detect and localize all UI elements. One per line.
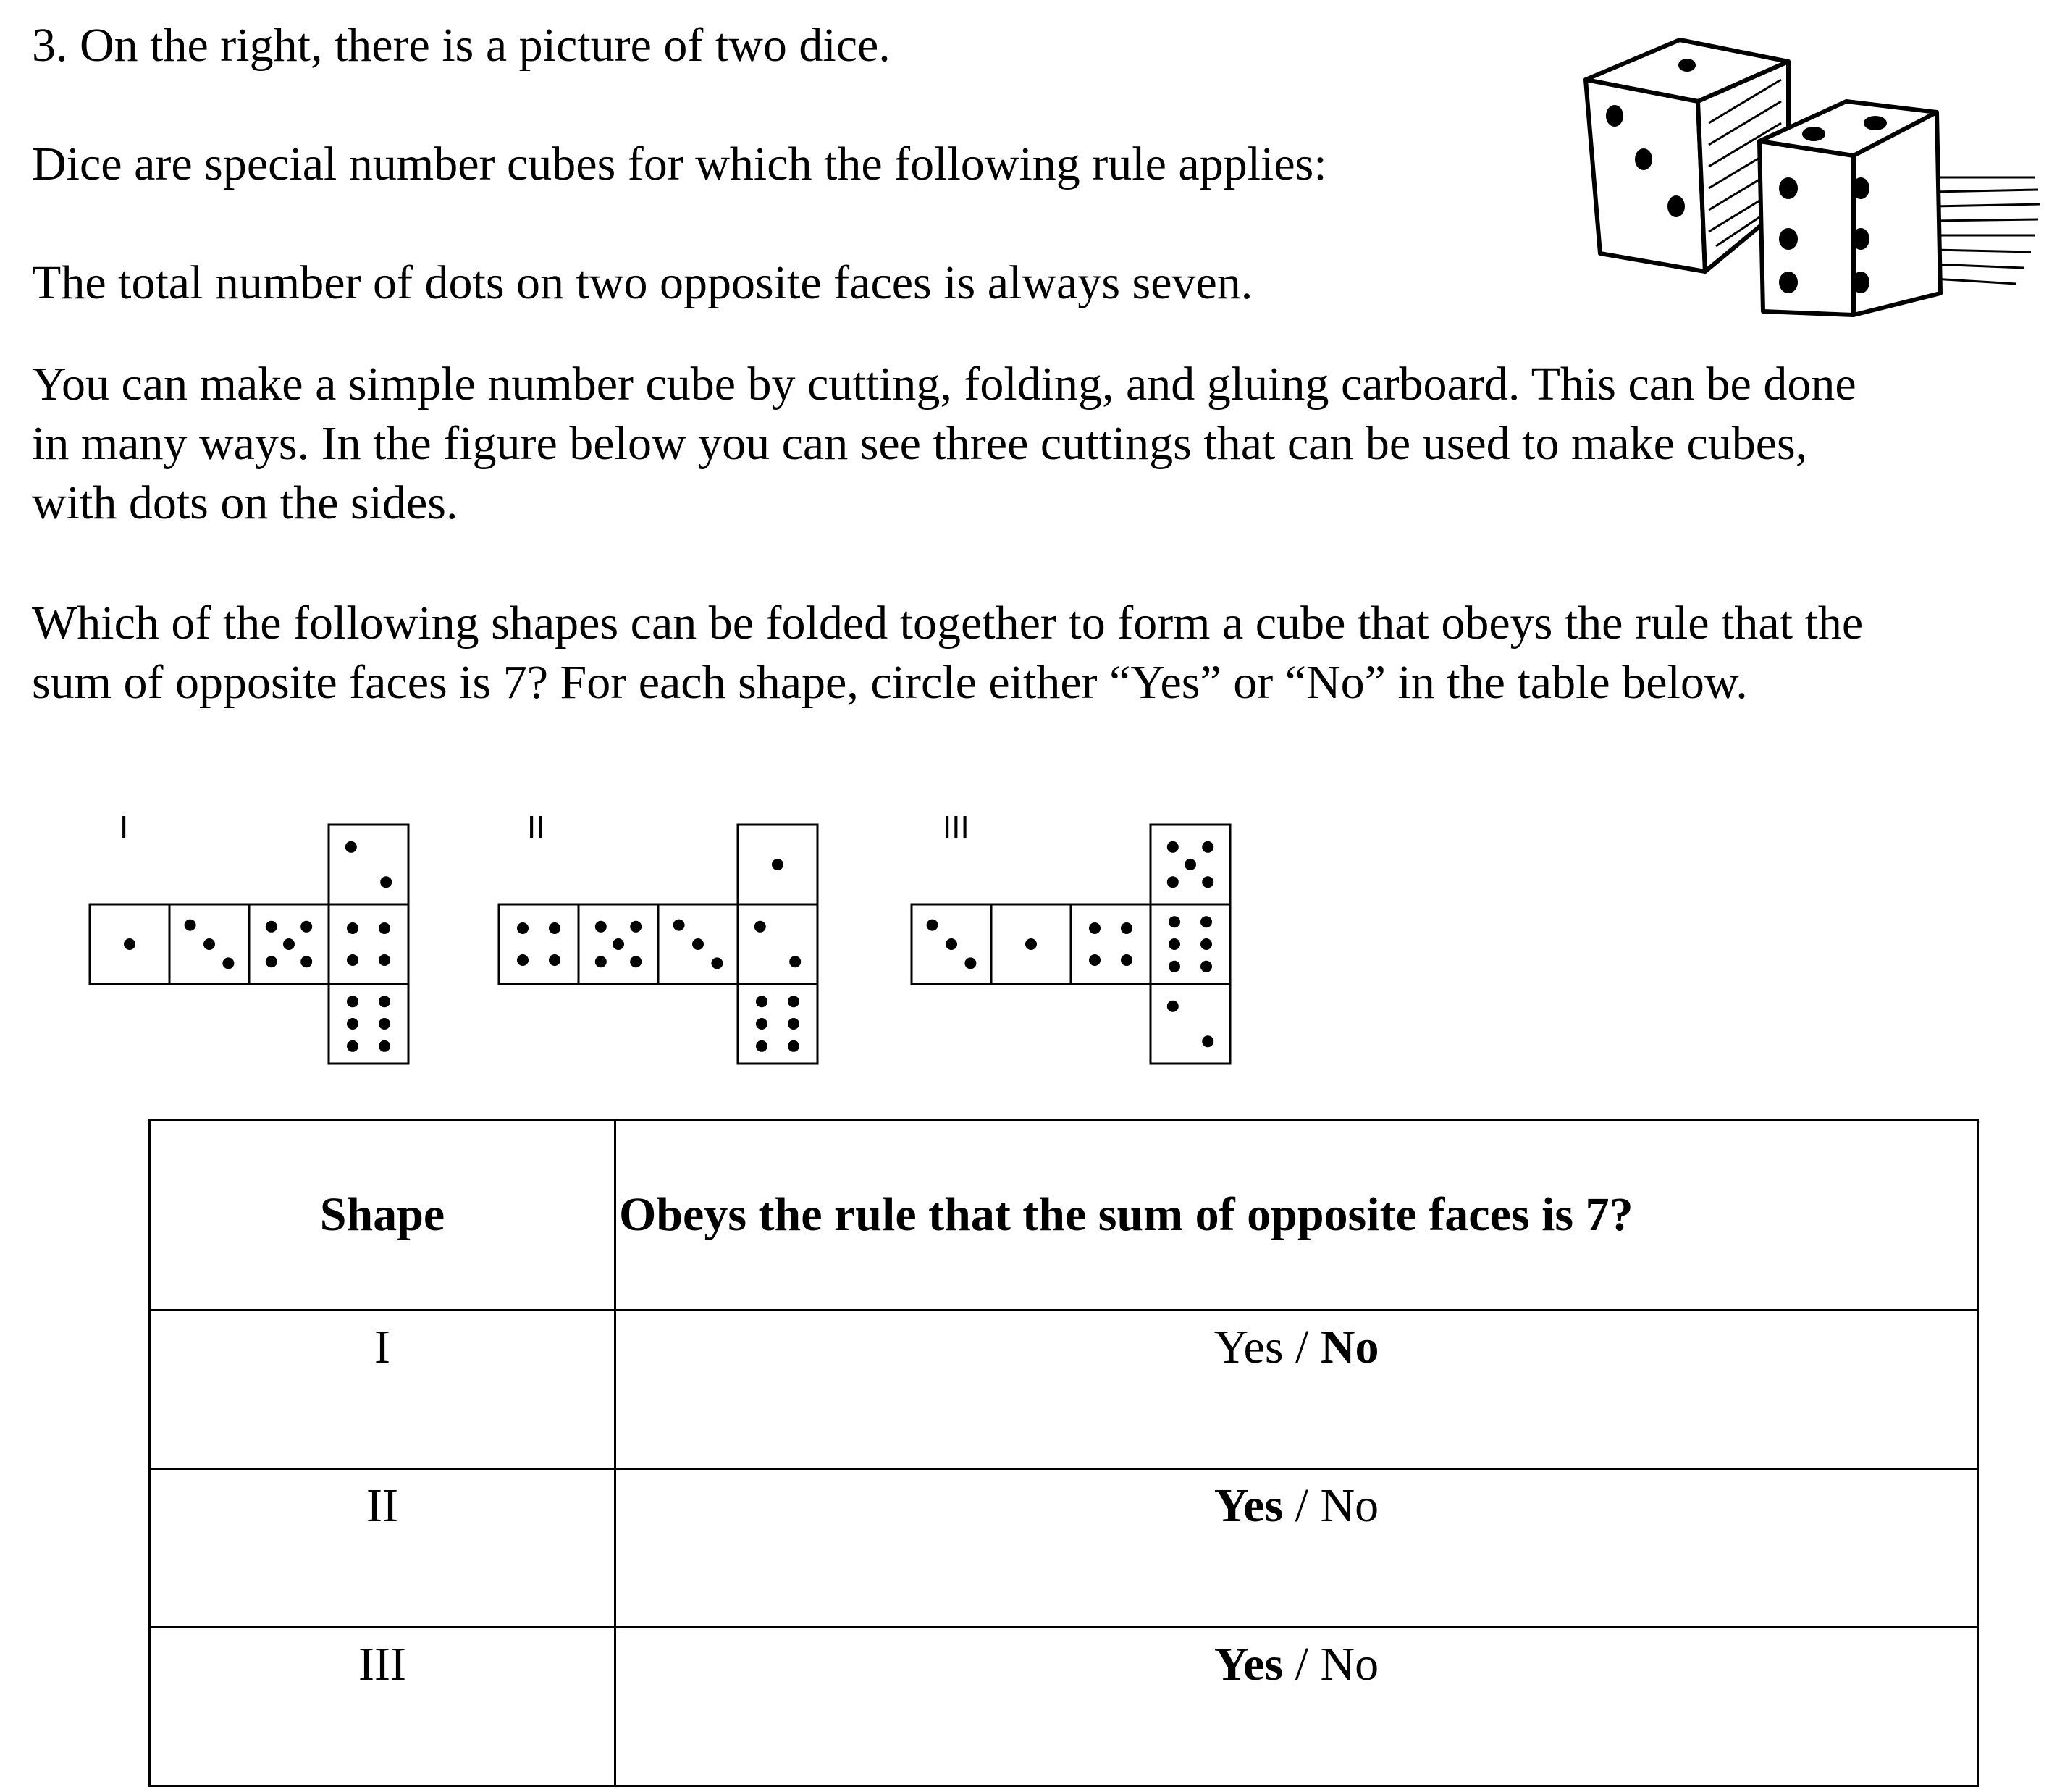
yes-option[interactable]: Yes (1213, 1321, 1284, 1374)
pip (1167, 841, 1179, 853)
yes-option[interactable]: Yes (1213, 1479, 1284, 1532)
pip (1202, 876, 1213, 888)
pip (347, 1040, 358, 1052)
pip (345, 841, 357, 853)
row-shape: II (150, 1469, 615, 1628)
net-face (1151, 904, 1230, 984)
paragraph-1-line: You can make a simple number cube by cutting, folding, and gluing carboard. This can be done (32, 358, 1856, 411)
pip (549, 922, 560, 934)
header-rule: Obeys the rule that the sum of opposite faces is 7? (615, 1120, 1978, 1311)
separator: / (1283, 1638, 1321, 1691)
table-row (150, 1469, 1978, 1628)
pip (300, 956, 312, 967)
pip (124, 938, 135, 950)
net-face (1151, 984, 1230, 1064)
question-paragraph-2 (32, 594, 2016, 712)
pip (613, 938, 624, 950)
pip (754, 921, 766, 933)
pip (772, 859, 783, 870)
pip (673, 920, 685, 931)
net-face (1071, 904, 1151, 984)
question-paragraph-1 (32, 355, 2016, 533)
pip (283, 938, 295, 950)
net-label-1: I (119, 809, 129, 845)
pip (756, 1018, 767, 1030)
pip (788, 996, 799, 1007)
pip (788, 1018, 799, 1030)
question-line-1: 3. On the right, there is a picture of two dice. (32, 19, 891, 72)
net-face (499, 904, 579, 984)
pip (1169, 961, 1180, 972)
pip (379, 922, 390, 934)
net-face (738, 984, 817, 1064)
table-row (150, 1628, 1978, 1786)
pip (1185, 859, 1196, 870)
cube-net-1 (87, 822, 420, 1068)
pip (1089, 922, 1101, 934)
pip (946, 938, 957, 950)
cube-net-3 (909, 822, 1242, 1068)
two-dice-illustration (1571, 22, 2042, 326)
net-face (329, 904, 408, 984)
pip (517, 922, 529, 934)
pip (1200, 916, 1212, 927)
pip (266, 921, 277, 933)
pip (789, 956, 801, 967)
pip (379, 1018, 390, 1030)
pip (266, 956, 277, 967)
pip (203, 938, 215, 950)
pip (1025, 938, 1037, 950)
pip (1169, 916, 1180, 927)
header-shape: Shape (150, 1120, 615, 1311)
net-label-3: III (943, 809, 969, 845)
pip (788, 1040, 799, 1052)
pip (927, 920, 938, 931)
paragraph-2-line: Which of the following shapes can be folded together to form a cube that obeys the rule that the (32, 597, 1864, 649)
pip (1202, 841, 1213, 853)
pip (1121, 954, 1132, 966)
pip (595, 956, 607, 967)
pip (595, 921, 607, 933)
net-face (329, 825, 408, 904)
pip (347, 954, 358, 966)
paragraph-1-line: in many ways. In the figure below you can see three cuttings that can be used to make cubes, (32, 417, 1808, 470)
pip (711, 957, 723, 969)
no-option[interactable]: No (1320, 1638, 1379, 1691)
no-option[interactable]: No (1320, 1321, 1379, 1374)
pip (1089, 954, 1101, 966)
paragraph-2-line: sum of opposite faces is 7? For each shape, circle either “Yes” or “No” in the table below. (32, 656, 1748, 709)
question-line-2: Dice are special number cubes for which the following rule applies: (32, 138, 1327, 190)
pip (756, 996, 767, 1007)
pip (1167, 876, 1179, 888)
table-row (150, 1311, 1978, 1469)
pip (756, 1040, 767, 1052)
row-shape: III (150, 1628, 615, 1786)
pip (347, 1018, 358, 1030)
row-shape: I (150, 1311, 615, 1469)
pip (1169, 938, 1180, 950)
pip (1200, 961, 1212, 972)
cube-net-2 (496, 822, 829, 1068)
no-option[interactable]: No (1320, 1479, 1379, 1532)
yes-no-choice[interactable] (615, 1628, 1978, 1786)
net-label-2: II (527, 809, 545, 845)
pip (379, 954, 390, 966)
answer-table (148, 1119, 1979, 1787)
pip (1200, 938, 1212, 950)
yes-no-choice[interactable] (615, 1311, 1978, 1469)
net-face (738, 904, 817, 984)
pip (964, 957, 976, 969)
question-line-3: The total number of dots on two opposite faces is always seven. (32, 256, 1253, 309)
pip (347, 996, 358, 1007)
pip (1167, 1001, 1179, 1012)
table-header-row (150, 1120, 1978, 1311)
yes-no-choice[interactable] (615, 1469, 1978, 1628)
pip (379, 996, 390, 1007)
paragraph-1-line: with dots on the sides. (32, 476, 458, 529)
pip (222, 957, 234, 969)
pip (549, 954, 560, 966)
pip (630, 921, 642, 933)
net-face (329, 984, 408, 1064)
pip (517, 954, 529, 966)
pip (1121, 922, 1132, 934)
separator: / (1283, 1479, 1321, 1532)
pip (630, 956, 642, 967)
pip (692, 938, 704, 950)
pip (300, 921, 312, 933)
pip (185, 920, 196, 931)
yes-option[interactable]: Yes (1213, 1638, 1284, 1691)
pip (1202, 1035, 1213, 1047)
pip (380, 876, 392, 888)
pip (379, 1040, 390, 1052)
pip (347, 922, 358, 934)
separator: / (1283, 1321, 1321, 1374)
